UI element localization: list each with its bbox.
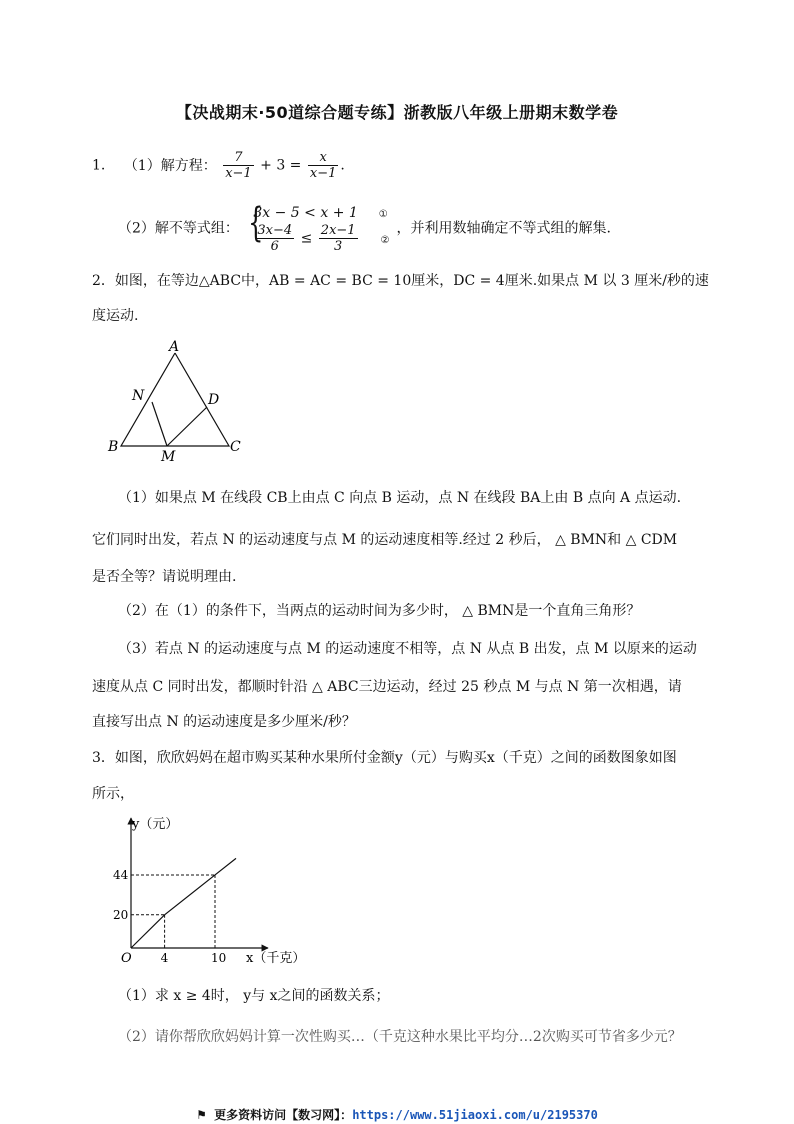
q3-line-1: 3．如图，欣欣妈妈在超市购买某种水果所付金额y（元）与购买x（千克）之间的函数图象如图 — [92, 750, 677, 766]
x-tick-label: 10 — [211, 951, 227, 965]
q1-part2 — [118, 200, 611, 254]
footer-text: 更多资料访问【数习网】： — [214, 1108, 353, 1122]
y-tick-label: 44 — [113, 867, 129, 882]
inequality-system: { 3x − 5 < x + 1 ① $\frac{3x-4}{6}$ ≤ $\frac{2x-1}{3}$ ② — [243, 203, 392, 254]
q2-line-1: 2．如图，在等边△ABC中，AB = AC = BC = 10厘米，DC = 4厘米.如果点 M 以 3 厘米/秒的速 — [92, 273, 709, 289]
footer-link-row — [0, 1106, 794, 1123]
inequality-2: $\frac{3x-4}{6}$ ≤ $\frac{2x-1}{3}$ ② — [253, 223, 392, 254]
flag-icon: ⚑ — [196, 1108, 207, 1122]
x-tick-label: 4 — [160, 951, 169, 965]
q2-p1-line-1: （1）如果点 M 在线段 CB上由点 C 向点 B 运动，点 N 在线段 BA上由 B 点向 A 点运动. — [118, 490, 682, 506]
q2-p1-line-2: 它们同时出发，若点 N 的运动速度与点 M 的运动速度相等.经过 2 秒后， △ BMN和 △ CDM — [92, 532, 678, 548]
q3-p1: （1）求 x ≥ 4时， y与 x之间的函数关系； — [118, 988, 390, 1004]
q1-part1 — [92, 150, 345, 181]
y-axis-label: y（元） — [132, 817, 179, 832]
label-c: C — [230, 439, 241, 455]
q3-line-2: 所示， — [92, 786, 134, 802]
origin-label: O — [121, 951, 132, 966]
q3-p2-cutoff: （2）请你帮欣欣妈妈计算一次性购买…（千克这种水果比平均分…2次购买可节省多少元？ — [118, 1029, 682, 1045]
q1-fraction-2: $\frac{x}{x-1}$ — [309, 150, 337, 181]
q2-p3-line-1: （3）若点 N 的运动速度与点 M 的运动速度不相等，点 N 从点 B 出发，点 M 以原来的运动 — [118, 641, 697, 657]
footer-url-link[interactable]: https://www.51jiaoxi.com/u/2195370 — [352, 1108, 598, 1122]
q1-number: 1. — [92, 157, 106, 174]
q1-fraction-1: $\frac{7}{x-1}$ — [225, 150, 252, 181]
q2-p1-line-3: 是否全等？请说明理由. — [92, 569, 237, 585]
x-axis-label: x（千克） — [246, 951, 306, 966]
label-a: A — [169, 339, 180, 355]
mark-2: ② — [380, 234, 390, 246]
segment-nm — [152, 402, 167, 446]
q1-eq-end: . — [340, 157, 345, 174]
q2-p3-line-2: 速度从点 C 同时出发，都顺时针沿 △ ABC三边运动，经过 25 秒点 M 与点 N 第一次相遇，请 — [92, 679, 682, 695]
inequality-1: 3x − 5 < x + 1 ① — [253, 203, 392, 223]
label-d: D — [208, 392, 220, 408]
q1-eq-mid: + 3 = — [260, 157, 302, 174]
q2-p2: （2）在（1）的条件下，当两点的运动时间为多少时， △ BMN是一个直角三角形？ — [118, 603, 641, 619]
label-m: M — [161, 449, 176, 465]
q1-part2-label: （2）解不等式组： — [118, 220, 239, 237]
mark-1: ① — [378, 209, 388, 220]
y-tick-label: 20 — [113, 907, 129, 922]
page-title: 【决战期末·50道综合题专练】浙教版八年级上册期末数学卷 — [175, 103, 619, 122]
q2-p3-line-3: 直接写出点 N 的运动速度是多少厘米/秒？ — [92, 714, 356, 730]
q1-part1-label: （1）解方程： — [123, 157, 217, 174]
q1-part2-tail: ，并利用数轴确定不等式组的解集. — [396, 220, 611, 237]
series-line — [131, 858, 236, 948]
price-graph — [100, 810, 306, 970]
label-n: N — [132, 388, 145, 404]
label-b: B — [108, 439, 119, 455]
segment-md — [167, 407, 207, 446]
q2-line-2: 度运动. — [92, 308, 139, 324]
triangle-figure — [100, 335, 260, 465]
